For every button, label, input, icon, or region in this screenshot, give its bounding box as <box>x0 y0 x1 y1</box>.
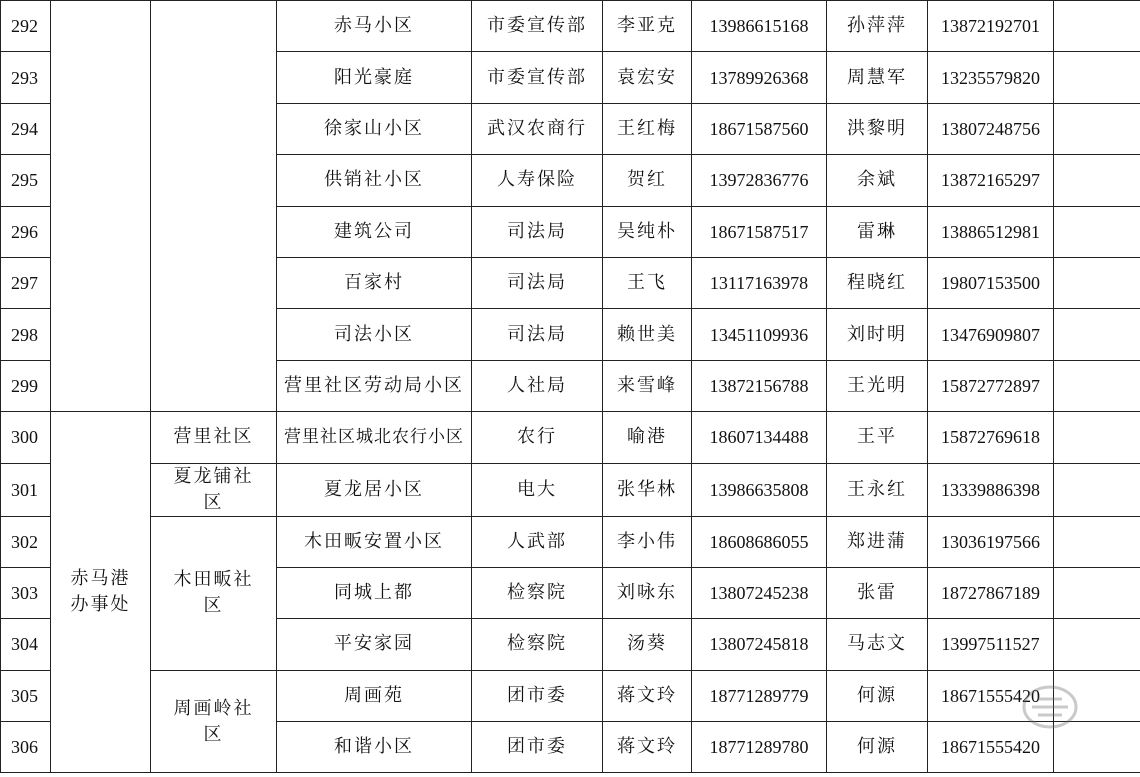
row-number: 306 <box>1 722 51 773</box>
row-number: 300 <box>1 412 51 463</box>
contact-name: 王平 <box>827 412 928 463</box>
row-number: 298 <box>1 309 51 360</box>
blank-cell <box>1054 52 1140 103</box>
contact-name: 王永红 <box>827 463 928 516</box>
neighborhood-name: 木田畈社区 <box>151 516 277 670</box>
leader-name: 蒋文玲 <box>603 670 692 721</box>
office-name: 赤马港办事处 <box>51 412 151 773</box>
contact-name: 王光明 <box>827 360 928 411</box>
unit-name: 检察院 <box>472 619 603 670</box>
community-name: 供销社小区 <box>277 155 472 206</box>
unit-name: 市委宣传部 <box>472 1 603 52</box>
row-number: 296 <box>1 206 51 257</box>
contact-name: 洪黎明 <box>827 103 928 154</box>
contact-name: 余斌 <box>827 155 928 206</box>
community-name: 建筑公司 <box>277 206 472 257</box>
blank-cell <box>1054 516 1140 567</box>
blank-cell <box>1054 103 1140 154</box>
contact-name: 周慧军 <box>827 52 928 103</box>
leader-name: 李亚克 <box>603 1 692 52</box>
community-name: 营里社区城北农行小区 <box>277 412 472 463</box>
table-row <box>1 463 1140 516</box>
leader-name: 赖世美 <box>603 309 692 360</box>
community-name: 夏龙居小区 <box>277 463 472 516</box>
contact-phone: 13807248756 <box>928 103 1054 154</box>
leader-phone: 18608686055 <box>692 516 827 567</box>
contact-name: 马志文 <box>827 619 928 670</box>
leader-name: 袁宏安 <box>603 52 692 103</box>
contact-phone: 18727867189 <box>928 567 1054 618</box>
leader-name: 刘咏东 <box>603 567 692 618</box>
table-row <box>1 412 1140 463</box>
contact-phone: 18671555420 <box>928 722 1054 773</box>
community-name: 平安家园 <box>277 619 472 670</box>
leader-name: 来雪峰 <box>603 360 692 411</box>
leader-name: 汤葵 <box>603 619 692 670</box>
leader-phone: 13117163978 <box>692 257 827 308</box>
row-number: 304 <box>1 619 51 670</box>
row-number: 292 <box>1 1 51 52</box>
row-number: 305 <box>1 670 51 721</box>
row-number: 294 <box>1 103 51 154</box>
neighborhood-name: 营里社区 <box>151 412 277 463</box>
contact-name: 郑进蒲 <box>827 516 928 567</box>
contact-name: 雷琳 <box>827 206 928 257</box>
unit-name: 人寿保险 <box>472 155 603 206</box>
community-name: 赤马小区 <box>277 1 472 52</box>
community-name: 司法小区 <box>277 309 472 360</box>
leader-phone: 13872156788 <box>692 360 827 411</box>
unit-name: 市委宣传部 <box>472 52 603 103</box>
row-number: 303 <box>1 567 51 618</box>
community-name: 同城上都 <box>277 567 472 618</box>
contact-phone: 13036197566 <box>928 516 1054 567</box>
leader-name: 喻港 <box>603 412 692 463</box>
unit-name: 团市委 <box>472 670 603 721</box>
row-number: 295 <box>1 155 51 206</box>
leader-phone: 18671587560 <box>692 103 827 154</box>
leader-phone: 13807245818 <box>692 619 827 670</box>
unit-name: 农行 <box>472 412 603 463</box>
contact-phone: 13872165297 <box>928 155 1054 206</box>
contact-phone: 15872772897 <box>928 360 1054 411</box>
contact-phone: 13339886398 <box>928 463 1054 516</box>
community-name: 阳光豪庭 <box>277 52 472 103</box>
contact-phone: 13235579820 <box>928 52 1054 103</box>
blank-cell <box>1054 1 1140 52</box>
neighborhood-cell-empty <box>151 1 277 412</box>
leader-name: 王红梅 <box>603 103 692 154</box>
table-row <box>1 670 1140 721</box>
unit-name: 团市委 <box>472 722 603 773</box>
unit-name: 司法局 <box>472 206 603 257</box>
community-name: 木田畈安置小区 <box>277 516 472 567</box>
row-number: 297 <box>1 257 51 308</box>
blank-cell <box>1054 619 1140 670</box>
leader-phone: 13807245238 <box>692 567 827 618</box>
table-row <box>1 516 1140 567</box>
unit-name: 司法局 <box>472 257 603 308</box>
leader-phone: 13972836776 <box>692 155 827 206</box>
blank-cell <box>1054 567 1140 618</box>
neighborhood-name: 周画岭社区 <box>151 670 277 773</box>
community-name: 和谐小区 <box>277 722 472 773</box>
blank-cell <box>1054 463 1140 516</box>
unit-name: 电大 <box>472 463 603 516</box>
leader-phone: 18607134488 <box>692 412 827 463</box>
leader-name: 王飞 <box>603 257 692 308</box>
community-name: 百家村 <box>277 257 472 308</box>
row-number: 293 <box>1 52 51 103</box>
contact-name: 程晓红 <box>827 257 928 308</box>
blank-cell <box>1054 360 1140 411</box>
blank-cell <box>1054 155 1140 206</box>
leader-name: 吴纯朴 <box>603 206 692 257</box>
office-cell-empty <box>51 1 151 412</box>
contact-phone: 13476909807 <box>928 309 1054 360</box>
row-number: 301 <box>1 463 51 516</box>
table-row <box>1 1 1140 52</box>
contact-name: 何源 <box>827 722 928 773</box>
contact-phone: 13872192701 <box>928 1 1054 52</box>
leader-phone: 13789926368 <box>692 52 827 103</box>
leader-phone: 18771289779 <box>692 670 827 721</box>
blank-cell <box>1054 257 1140 308</box>
contact-name: 刘时明 <box>827 309 928 360</box>
unit-name: 检察院 <box>472 567 603 618</box>
contact-phone: 13886512981 <box>928 206 1054 257</box>
row-number: 299 <box>1 360 51 411</box>
community-name: 营里社区劳动局小区 <box>277 360 472 411</box>
unit-name: 人社局 <box>472 360 603 411</box>
watermark-logo <box>1010 667 1130 757</box>
contact-name: 张雷 <box>827 567 928 618</box>
community-name: 周画苑 <box>277 670 472 721</box>
leader-phone: 13451109936 <box>692 309 827 360</box>
leader-phone: 13986635808 <box>692 463 827 516</box>
row-number: 302 <box>1 516 51 567</box>
leader-name: 李小伟 <box>603 516 692 567</box>
leader-name: 张华林 <box>603 463 692 516</box>
leader-name: 蒋文玲 <box>603 722 692 773</box>
leader-phone: 18671587517 <box>692 206 827 257</box>
leader-phone: 13986615168 <box>692 1 827 52</box>
blank-cell <box>1054 412 1140 463</box>
contact-phone: 18671555420 <box>928 670 1054 721</box>
unit-name: 人武部 <box>472 516 603 567</box>
unit-name: 武汉农商行 <box>472 103 603 154</box>
contact-phone: 19807153500 <box>928 257 1054 308</box>
blank-cell <box>1054 309 1140 360</box>
contact-name: 何源 <box>827 670 928 721</box>
neighborhood-name: 夏龙铺社区 <box>151 463 277 516</box>
leader-name: 贺红 <box>603 155 692 206</box>
contact-phone: 13997511527 <box>928 619 1054 670</box>
unit-name: 司法局 <box>472 309 603 360</box>
leader-phone: 18771289780 <box>692 722 827 773</box>
blank-cell <box>1054 206 1140 257</box>
contact-phone: 15872769618 <box>928 412 1054 463</box>
community-name: 徐家山小区 <box>277 103 472 154</box>
contact-name: 孙萍萍 <box>827 1 928 52</box>
